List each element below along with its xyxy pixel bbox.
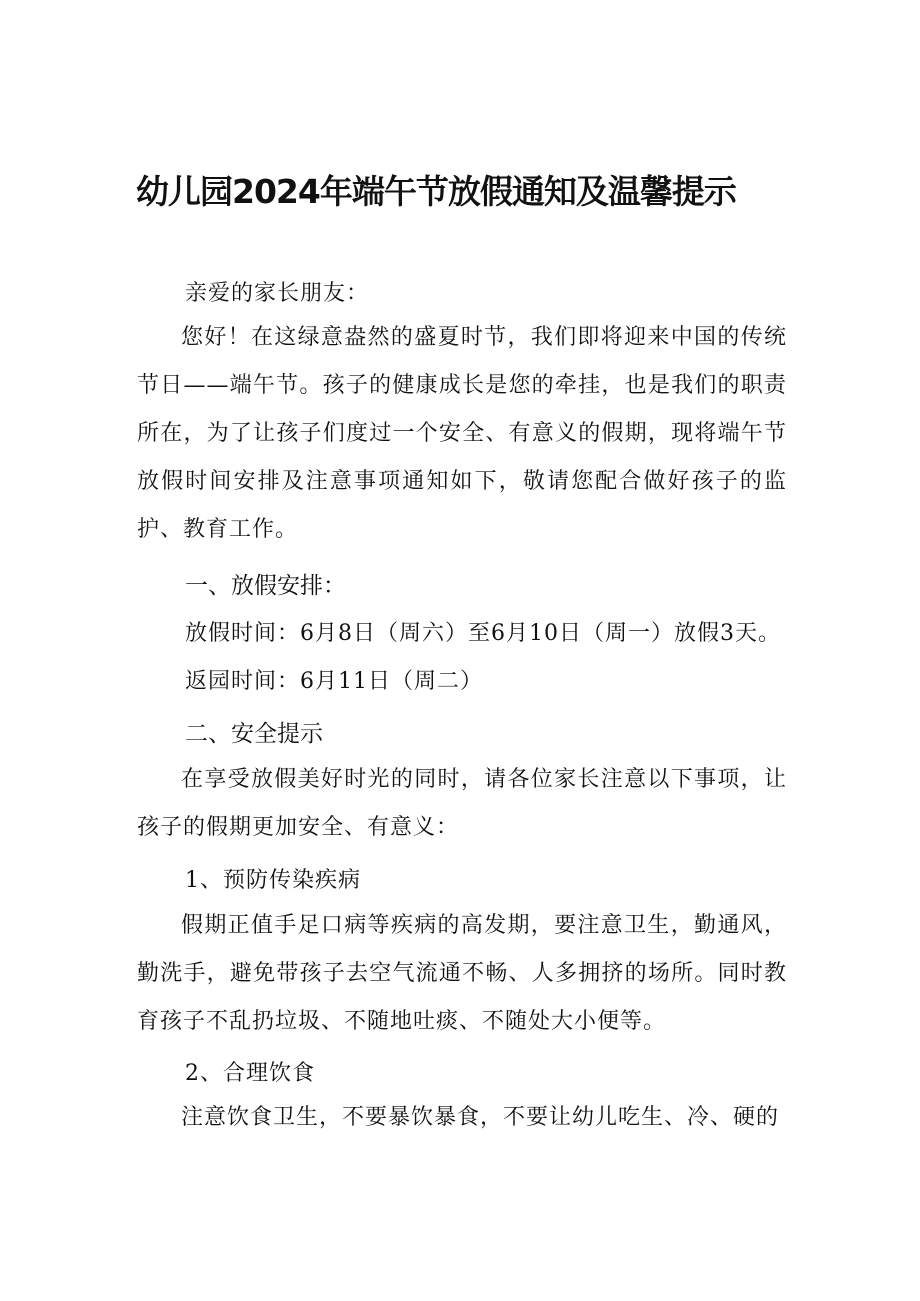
item2-title: 2、合理饮食 [185, 1061, 315, 1086]
item1-text: 假期正值手足口病等疾病的高发期，要注意卫生，勤通风，勤洗手，避免带孩子去空气流通不畅、人多拥挤的场所。同时教育孩子不乱扔垃圾、不随地吐痰、不随处大小便等。 [137, 913, 787, 1034]
document-title: 幼儿园2024年端午节放假通知及温馨提示 [136, 172, 736, 211]
safety-intro-text: 在享受放假美好时光的同时，请各位家长注意以下事项，让孩子的假期更加安全、有意义： [137, 767, 787, 840]
safety-intro-paragraph [137, 756, 787, 852]
return-time: 返园时间：6月11日（周二） [185, 669, 483, 694]
greeting: 亲爱的家长朋友： [185, 281, 370, 306]
intro-text: 您好！在这绿意盎然的盛夏时节，我们即将迎来中国的传统节日——端午节。孩子的健康成长是您的牵挂，也是我们的职责所在，为了让孩子们度过一个安全、有意义的假期，现将端午节放假时间安排及注意事项通知如下，敬请您配合做好孩子的监护、教育工作。 [137, 325, 787, 542]
holiday-time: 放假时间：6月8日（周六）至6月10日（周一）放假3天。 [185, 621, 781, 646]
item1-paragraph [137, 902, 787, 1046]
item2-text: 注意饮食卫生，不要暴饮暴食，不要让幼儿吃生、冷、硬的 [181, 1105, 780, 1130]
section-heading-safety: 二、安全提示 [185, 721, 323, 747]
item1-title: 1、预防传染疾病 [185, 868, 361, 893]
section-heading-holiday: 一、放假安排： [185, 573, 346, 599]
intro-paragraph [137, 314, 787, 554]
item2-paragraph [137, 1094, 787, 1142]
